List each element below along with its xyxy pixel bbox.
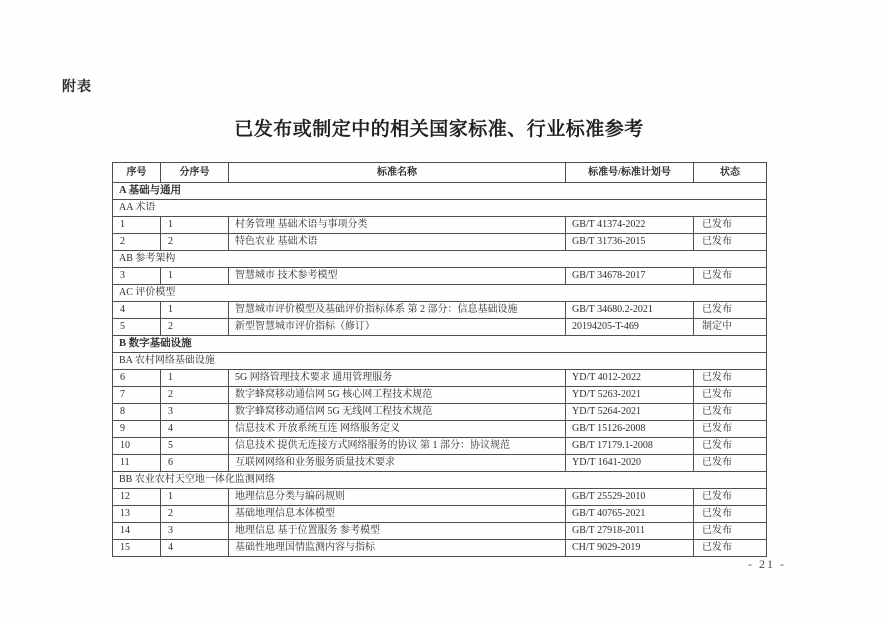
cell-status: 已发布 <box>694 455 767 472</box>
subsection-row <box>113 353 767 370</box>
cell-sub-no: 2 <box>161 506 229 523</box>
cell-standard-name: 地理信息 基于位置服务 参考模型 <box>229 523 566 540</box>
cell-status: 已发布 <box>694 387 767 404</box>
cell-no: 15 <box>113 540 161 557</box>
cell-standard-name: 地理信息分类与编码规则 <box>229 489 566 506</box>
cell-standard-code: CH/T 9029-2019 <box>566 540 694 557</box>
cell-standard-code: 20194205-T-469 <box>566 319 694 336</box>
section-row <box>113 183 767 200</box>
cell-status: 已发布 <box>694 506 767 523</box>
column-header: 状态 <box>694 163 767 183</box>
cell-sub-no: 2 <box>161 387 229 404</box>
cell-sub-no: 1 <box>161 217 229 234</box>
column-header: 标准号/标准计划号 <box>566 163 694 183</box>
cell-no: 11 <box>113 455 161 472</box>
cell-standard-name: 基础地理信息本体模型 <box>229 506 566 523</box>
cell-no: 8 <box>113 404 161 421</box>
cell-no: 13 <box>113 506 161 523</box>
group-label: A 基础与通用 <box>113 183 767 200</box>
cell-standard-code: GB/T 25529-2010 <box>566 489 694 506</box>
cell-standard-name: 特色农业 基础术语 <box>229 234 566 251</box>
cell-standard-code: YD/T 4012-2022 <box>566 370 694 387</box>
cell-standard-code: GB/T 41374-2022 <box>566 217 694 234</box>
cell-standard-name: 信息技术 开放系统互连 网络服务定义 <box>229 421 566 438</box>
cell-standard-name: 互联网网络和业务服务质量技术要求 <box>229 455 566 472</box>
group-label: B 数字基础设施 <box>113 336 767 353</box>
cell-status: 已发布 <box>694 523 767 540</box>
cell-standard-code: YD/T 5264-2021 <box>566 404 694 421</box>
subsection-row <box>113 472 767 489</box>
cell-no: 5 <box>113 319 161 336</box>
page-number: - 21 - <box>748 557 786 571</box>
cell-no: 3 <box>113 268 161 285</box>
cell-status: 已发布 <box>694 421 767 438</box>
table-row <box>113 455 767 472</box>
cell-status: 已发布 <box>694 234 767 251</box>
table-row <box>113 234 767 251</box>
table-header-row <box>113 163 767 183</box>
column-header: 分序号 <box>161 163 229 183</box>
cell-sub-no: 1 <box>161 302 229 319</box>
cell-sub-no: 1 <box>161 370 229 387</box>
table-row <box>113 370 767 387</box>
cell-status: 已发布 <box>694 302 767 319</box>
cell-standard-code: GB/T 34678-2017 <box>566 268 694 285</box>
group-label: AA 术语 <box>113 200 767 217</box>
table-row <box>113 302 767 319</box>
cell-sub-no: 3 <box>161 523 229 540</box>
cell-sub-no: 6 <box>161 455 229 472</box>
group-label: BB 农业农村天空地一体化监测网络 <box>113 472 767 489</box>
cell-standard-code: GB/T 40765-2021 <box>566 506 694 523</box>
table-row <box>113 319 767 336</box>
cell-standard-name: 智慧城市 技术参考模型 <box>229 268 566 285</box>
cell-standard-code: GB/T 31736-2015 <box>566 234 694 251</box>
table-body <box>113 183 767 557</box>
page-title: 已发布或制定中的相关国家标准、行业标准参考 <box>234 119 644 140</box>
cell-status: 已发布 <box>694 489 767 506</box>
cell-standard-code: GB/T 17179.1-2008 <box>566 438 694 455</box>
subsection-row <box>113 285 767 302</box>
cell-no: 4 <box>113 302 161 319</box>
cell-sub-no: 1 <box>161 489 229 506</box>
cell-standard-name: 数字蜂窝移动通信网 5G 无线网工程技术规范 <box>229 404 566 421</box>
cell-no: 1 <box>113 217 161 234</box>
cell-standard-name: 数字蜂窝移动通信网 5G 核心网工程技术规范 <box>229 387 566 404</box>
cell-sub-no: 1 <box>161 268 229 285</box>
cell-standard-code: GB/T 34680.2-2021 <box>566 302 694 319</box>
cell-no: 10 <box>113 438 161 455</box>
cell-status: 制定中 <box>694 319 767 336</box>
cell-standard-name: 智慧城市评价模型及基础评价指标体系 第 2 部分：信息基础设施 <box>229 302 566 319</box>
cell-standard-code: GB/T 27918-2011 <box>566 523 694 540</box>
cell-status: 已发布 <box>694 438 767 455</box>
cell-sub-no: 4 <box>161 421 229 438</box>
cell-no: 12 <box>113 489 161 506</box>
table-row <box>113 540 767 557</box>
column-header: 标准名称 <box>229 163 566 183</box>
cell-status: 已发布 <box>694 217 767 234</box>
cell-sub-no: 3 <box>161 404 229 421</box>
group-label: BA 农村网络基础设施 <box>113 353 767 370</box>
subsection-row <box>113 200 767 217</box>
cell-no: 14 <box>113 523 161 540</box>
cell-status: 已发布 <box>694 370 767 387</box>
group-label: AC 评价模型 <box>113 285 767 302</box>
table-row <box>113 217 767 234</box>
cell-standard-name: 村务管理 基础术语与事项分类 <box>229 217 566 234</box>
annex-label: 附表 <box>62 80 92 95</box>
group-label: AB 参考架构 <box>113 251 767 268</box>
cell-sub-no: 4 <box>161 540 229 557</box>
cell-standard-code: GB/T 15126-2008 <box>566 421 694 438</box>
cell-standard-name: 基础性地理国情监测内容与指标 <box>229 540 566 557</box>
cell-no: 9 <box>113 421 161 438</box>
cell-sub-no: 5 <box>161 438 229 455</box>
cell-no: 6 <box>113 370 161 387</box>
table-row <box>113 404 767 421</box>
cell-standard-code: YD/T 5263-2021 <box>566 387 694 404</box>
cell-no: 2 <box>113 234 161 251</box>
standards-table <box>112 162 767 557</box>
cell-no: 7 <box>113 387 161 404</box>
table-row <box>113 506 767 523</box>
table-row <box>113 387 767 404</box>
cell-sub-no: 2 <box>161 234 229 251</box>
cell-status: 已发布 <box>694 268 767 285</box>
table-row <box>113 438 767 455</box>
table-row <box>113 489 767 506</box>
subsection-row <box>113 251 767 268</box>
cell-standard-name: 信息技术 提供无连接方式网络服务的协议 第 1 部分：协议规范 <box>229 438 566 455</box>
table-row <box>113 421 767 438</box>
cell-standard-name: 5G 网络管理技术要求 通用管理服务 <box>229 370 566 387</box>
table-row <box>113 523 767 540</box>
column-header: 序号 <box>113 163 161 183</box>
table-row <box>113 268 767 285</box>
cell-status: 已发布 <box>694 540 767 557</box>
section-row <box>113 336 767 353</box>
cell-standard-name: 新型智慧城市评价指标（修订） <box>229 319 566 336</box>
cell-standard-code: YD/T 1641-2020 <box>566 455 694 472</box>
cell-sub-no: 2 <box>161 319 229 336</box>
cell-status: 已发布 <box>694 404 767 421</box>
